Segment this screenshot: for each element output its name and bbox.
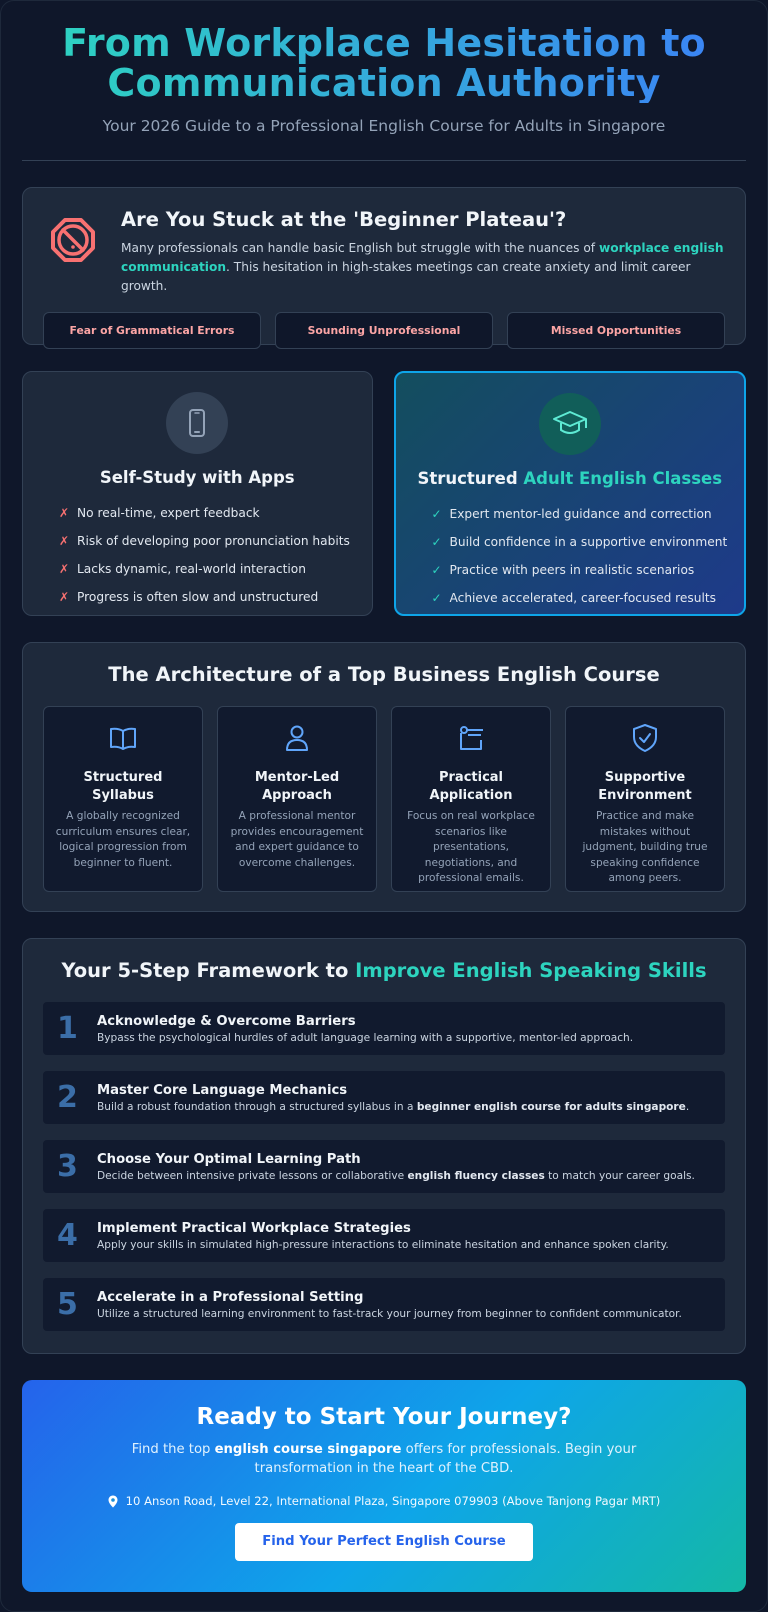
adult-classes-card: [394, 371, 747, 616]
pillar-text: A globally recognized curriculum ensures clear, logical progression from beginner to fluent.: [55, 810, 191, 869]
step-title: Master Core Language Mechanics: [97, 1082, 348, 1098]
step-title: Implement Practical Workplace Strategies: [97, 1220, 411, 1236]
shield-check-icon: [630, 723, 660, 753]
step-text: Build a robust foundation through a structured syllabus in a beginner english course for adults singapore.: [97, 1100, 690, 1113]
step-number: 2: [57, 1080, 78, 1115]
step-number: 5: [57, 1287, 78, 1322]
step-item: [43, 1140, 725, 1193]
step-list: [43, 1002, 725, 1331]
step-number: 1: [57, 1011, 78, 1046]
comparison-section: [22, 371, 746, 616]
pillar-practical: [391, 706, 551, 892]
step-number: 4: [57, 1218, 78, 1253]
address-text: 10 Anson Road, Level 22, International Plaza, Singapore 079903 (Above Tanjong Pagar MRT): [125, 1494, 661, 1508]
step-text: Decide between intensive private lessons or collaborative english fluency classes to match your career goals.: [97, 1169, 695, 1182]
self-study-title: Self-Study with Apps: [99, 468, 295, 487]
hero-title-line2: Communication Authority: [107, 61, 661, 105]
self-study-list: [23, 499, 372, 611]
settings-sliders-icon: [456, 723, 486, 753]
divider: [22, 160, 746, 161]
hero-title-line1: From Workplace Hesitation to: [62, 21, 706, 65]
cross-icon: ✗: [59, 506, 70, 520]
list-item: ✓ Build confidence in a supportive environment: [431, 535, 728, 549]
framework-title: Your 5-Step Framework to Improve English Speaking Skills: [61, 959, 707, 982]
list-item: ✗ Lacks dynamic, real-world interaction: [59, 562, 306, 576]
cross-icon: ✗: [59, 562, 70, 576]
plateau-tags: [43, 312, 725, 349]
step-text: Utilize a structured learning environment to fast-track your journey from beginner to confident communicator.: [97, 1307, 682, 1320]
book-icon: [108, 723, 138, 753]
smartphone-icon: [182, 408, 212, 438]
plateau-section: [22, 187, 746, 345]
find-course-button[interactable]: Find Your Perfect English Course: [235, 1523, 533, 1561]
cta-title: Ready to Start Your Journey?: [196, 1404, 572, 1430]
cross-icon: ✗: [59, 590, 70, 604]
self-study-card: [22, 371, 373, 616]
pillar-text: Practice and make mistakes without judgment, building true speaking confidence among peers.: [582, 810, 708, 884]
pillar-title: Supportive Environment: [598, 770, 692, 803]
hero: [22, 1, 746, 135]
adult-classes-title: Structured Adult English Classes: [417, 469, 723, 488]
list-item: ✓ Expert mentor-led guidance and correction: [431, 507, 712, 521]
list-item: ✓ Practice with peers in realistic scenarios: [431, 563, 695, 577]
hero-title: [34, 23, 734, 103]
location-pin-icon: [108, 1495, 118, 1508]
cta-section: [22, 1380, 746, 1592]
pillar-supportive: [565, 706, 725, 892]
user-icon: [282, 723, 312, 753]
step-title: Acknowledge & Overcome Barriers: [97, 1013, 356, 1029]
check-icon: ✓: [431, 507, 442, 521]
architecture-title: The Architecture of a Top Business English Course: [108, 663, 660, 686]
architecture-section: [22, 642, 746, 912]
graduation-cap-icon: [552, 408, 588, 440]
graduation-cap-icon-circle: [539, 393, 601, 455]
check-icon: ✓: [431, 591, 442, 605]
step-title: Choose Your Optimal Learning Path: [97, 1151, 361, 1167]
plateau-highlight: workplace english communication: [121, 241, 724, 274]
step-text: Apply your skills in simulated high-pressure interactions to eliminate hesitation and enhance spoken clarity.: [97, 1238, 669, 1251]
step-text: Bypass the psychological hurdles of adult language learning with a supportive, mentor-led approach.: [97, 1031, 634, 1044]
list-item: ✓ Achieve accelerated, career-focused results: [431, 591, 717, 605]
framework-section: [22, 938, 746, 1354]
tag-unprofessional: Sounding Unprofessional: [275, 312, 493, 349]
list-item: ✗ No real-time, expert feedback: [59, 506, 260, 520]
step-number: 3: [57, 1149, 78, 1184]
step-item: [43, 1209, 725, 1262]
cta-text: Find the top english course singapore offers for professionals. Begin your transformation in the heart of the CBD.: [131, 1442, 637, 1476]
tag-grammar: Fear of Grammatical Errors: [43, 312, 261, 349]
hero-subtitle: Your 2026 Guide to a Professional English Course for Adults in Singapore: [102, 117, 666, 135]
check-icon: ✓: [431, 563, 442, 577]
list-item: ✗ Progress is often slow and unstructured: [59, 590, 319, 604]
step-item: [43, 1278, 725, 1331]
pillar-text: Focus on real workplace scenarios like presentations, negotiations, and professional emails.: [407, 810, 535, 884]
pillar-syllabus: [43, 706, 203, 892]
smartphone-icon-circle: [166, 392, 228, 454]
cross-icon: ✗: [59, 534, 70, 548]
tag-opportunities: Missed Opportunities: [507, 312, 725, 349]
step-item: [43, 1071, 725, 1124]
pillar-text: A professional mentor provides encouragement and expert guidance to overcome challenges.: [230, 810, 364, 869]
pillar-title: Practical Application: [429, 770, 513, 803]
pillar-title: Structured Syllabus: [83, 770, 163, 803]
check-icon: ✓: [431, 535, 442, 549]
step-title: Accelerate in a Professional Setting: [97, 1289, 364, 1305]
list-item: ✗ Risk of developing poor pronunciation habits: [59, 534, 350, 548]
pillar-mentor: [217, 706, 377, 892]
adult-classes-list: [396, 500, 745, 612]
plateau-description: Many professionals can handle basic English but struggle with the nuances of workplace english communication. This hesitation in high-stakes meetings can create anxiety and limit career growth.: [121, 241, 724, 293]
step-item: [43, 1002, 725, 1055]
pillar-title: Mentor-Led Approach: [254, 770, 340, 803]
warning-icon: [43, 210, 103, 270]
plateau-title: Are You Stuck at the 'Beginner Plateau'?: [121, 208, 567, 231]
cta-address: [22, 1494, 746, 1508]
